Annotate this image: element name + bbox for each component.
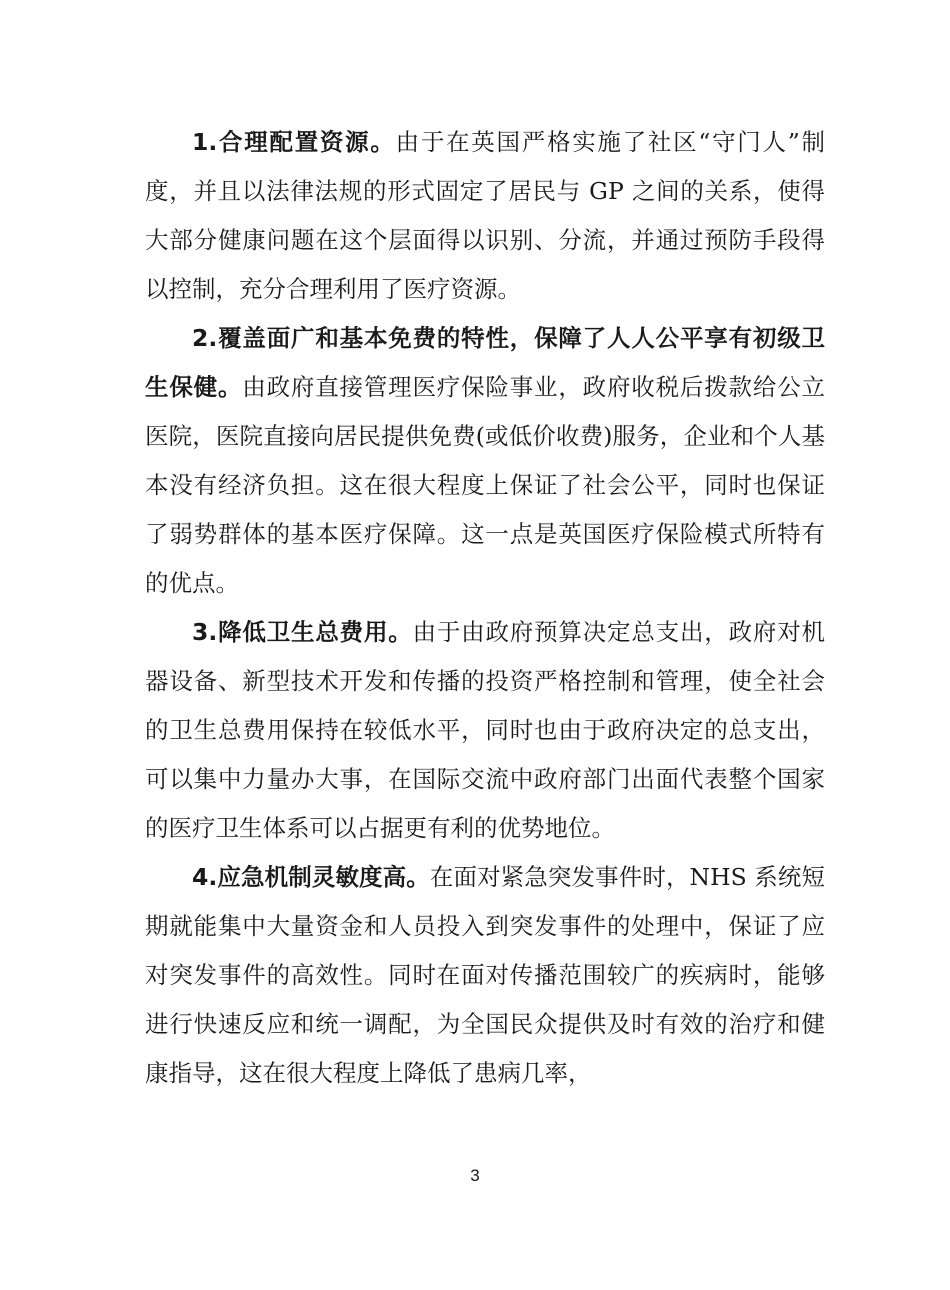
paragraph-emergency-mechanism	[145, 853, 825, 1098]
paragraph-text: 由政府直接管理医疗保险事业，政府收税后拨款给公立医院，医院直接向居民提供免费(或低价收费)服务，企业和个人基本没有经济负担。这在很大程度上保证了社会公平，同时也保证了弱势群体的基本医疗保障。这一点是英国医疗保险模式所特有的优点。	[145, 373, 826, 597]
paragraph-resource-allocation	[145, 118, 825, 314]
paragraph-heading: 3.降低卫生总费用。	[192, 618, 413, 646]
paragraph-reduce-cost	[145, 608, 825, 853]
paragraph-text: 由于在英国严格实施了社区“守门人”制度，并且以法律法规的形式固定了居民与 GP 之间的关系，使得大部分健康问题在这个层面得以识别、分流，并通过预防手段得以控制，充分合理利用了医疗资源。	[145, 128, 826, 303]
paragraph-coverage-free	[145, 314, 825, 608]
paragraph-text: 由于由政府预算决定总支出，政府对机器设备、新型技术开发和传播的投资严格控制和管理，使全社会的卫生总费用保持在较低水平，同时也由于政府决定的总支出，可以集中力量办大事，在国际交流中政府部门出面代表整个国家的医疗卫生体系可以占据更有利的优势地位。	[145, 618, 826, 842]
paragraph-heading: 2.覆盖面广和基本免费的特性，保障了人人公平享有初级卫生保健。	[145, 324, 825, 401]
paragraph-heading: 4.应急机制灵敏度高。	[192, 863, 430, 891]
paragraph-text: 在面对紧急突发事件时，NHS 系统短期就能集中大量资金和人员投入到突发事件的处理中，保证了应对突发事件的高效性。同时在面对传播范围较广的疾病时，能够进行快速反应和统一调配，为全国民众提供及时有效的治疗和健康指导，这在很大程度上降低了患病几率，	[145, 863, 825, 1087]
document-body	[145, 118, 825, 1098]
page-number: 3	[470, 1166, 480, 1185]
paragraph-heading: 1.合理配置资源。	[192, 128, 396, 156]
